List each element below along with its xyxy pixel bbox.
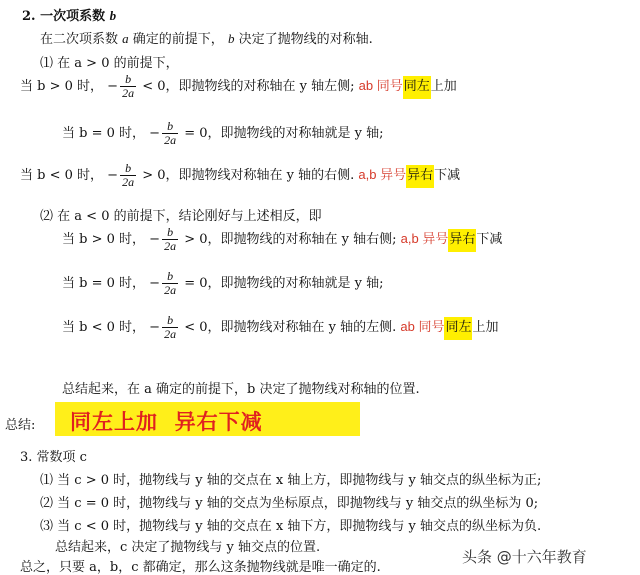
section3-item-1 [40, 469, 541, 488]
sign-tag: a,b 异号 [400, 231, 449, 246]
item-text: 当 c < 0 时，抛物线与 y 轴的交点在 x 轴下方，即抛物线与 y 轴交点的纵坐标为负. [57, 519, 542, 534]
minus-sign: − [107, 79, 119, 94]
section3-item-2 [40, 492, 538, 511]
intro-mid: 确定的前提下， [132, 32, 224, 47]
row-conclusion: ，即抛物线的对称轴在 y 轴右侧; [207, 232, 397, 247]
fraction-denominator: 2a [164, 283, 177, 297]
highlight-mnemonic: 异右 [448, 229, 476, 252]
item-label: ⑴ [40, 473, 54, 488]
intro-pre: 在二次项系数 [40, 32, 119, 47]
row-condition: 当 b < 0 时， [62, 320, 146, 335]
case1-row-3 [20, 162, 460, 189]
row-condition: 当 b = 0 时， [62, 126, 146, 141]
row-conclusion: ，即抛物线的对称轴在 y 轴左侧; [165, 79, 355, 94]
section3-item-3 [40, 515, 541, 534]
case1-row-2 [62, 120, 384, 147]
item-label: ⑵ [40, 496, 54, 511]
section2-intro [40, 28, 373, 47]
mnemonic-tail: 上加 [430, 79, 457, 94]
case1-heading [40, 52, 179, 71]
fraction-denominator: 2a [122, 175, 135, 189]
section2-heading-var: b [109, 8, 117, 23]
fraction-denominator: 2a [164, 327, 177, 341]
fraction-numerator: b [120, 73, 136, 87]
watermark: 头条 @十六年教育 [462, 548, 587, 566]
sign-tag: ab 同号 [400, 319, 445, 334]
section3-title: 3. 常数项 c [20, 450, 87, 465]
row-conclusion: ，即抛物线对称轴在 y 轴的左侧. [207, 320, 397, 335]
fraction-denominator: 2a [164, 239, 177, 253]
case2-row-1 [62, 226, 502, 253]
fraction-numerator: b [162, 314, 178, 328]
row-conclusion: ，即抛物线的对称轴就是 y 轴; [207, 126, 384, 141]
case2-label: ⑵ [40, 209, 54, 224]
item-label: ⑶ [40, 519, 54, 534]
minus-sign: − [149, 320, 161, 335]
intro-a: a [122, 31, 129, 46]
case2-heading [40, 205, 322, 224]
case1-text: 在 a > 0 的前提下， [57, 56, 179, 71]
highlight-mnemonic: 同左 [403, 76, 431, 99]
fraction [162, 314, 178, 341]
fraction-denominator: 2a [164, 133, 177, 147]
intro-post: 决定了抛物线的对称轴. [238, 32, 373, 47]
fraction-denominator: 2a [122, 86, 135, 100]
sign-tag: ab 同号 [358, 78, 403, 93]
fraction-numerator: b [120, 162, 136, 176]
item-text: 当 c = 0 时，抛物线与 y 轴的交点为坐标原点，即抛物线与 y 轴交点的纵坐标为 0; [57, 496, 539, 511]
relation: > 0 [184, 232, 208, 247]
relation: = 0 [184, 276, 208, 291]
mnemonic-tail: 下减 [434, 168, 461, 183]
relation: = 0 [184, 126, 208, 141]
sign-tag: a,b 异号 [358, 167, 407, 182]
row-condition: 当 b = 0 时， [62, 276, 146, 291]
mnemonic-tail: 下减 [476, 232, 503, 247]
minus-sign: − [149, 232, 161, 247]
case2-row-2 [62, 270, 384, 297]
fraction-numerator: b [162, 270, 178, 284]
minus-sign: − [107, 168, 119, 183]
row-condition: 当 b > 0 时， [62, 232, 146, 247]
relation: < 0 [142, 79, 166, 94]
section3-summary: 总结起来，c 决定了抛物线与 y 轴交点的位置. [55, 540, 321, 555]
row-condition: 当 b > 0 时， [20, 79, 104, 94]
row-conclusion: ，即抛物线的对称轴就是 y 轴; [207, 276, 384, 291]
fraction [162, 120, 178, 147]
case1-row-1 [20, 73, 457, 100]
section2-number: 2. [22, 9, 36, 24]
fraction-numerator: b [162, 226, 178, 240]
final-statement: 总之，只要 a，b，c 都确定，那么这条抛物线就是唯一确定的. [20, 560, 381, 575]
highlight-mnemonic: 同左 [444, 317, 472, 340]
row-conclusion: ，即抛物线对称轴在 y 轴的右侧. [165, 168, 355, 183]
case2-row-3 [62, 314, 499, 341]
fraction-numerator: b [162, 120, 178, 134]
summary-line: 总结起来，在 a 确定的前提下，b 决定了抛物线对称轴的位置. [62, 382, 420, 397]
row-condition: 当 b < 0 时， [20, 168, 104, 183]
fraction [162, 226, 178, 253]
intro-b: b [227, 31, 235, 46]
summary-label: 总结: [5, 418, 36, 433]
fraction [120, 162, 136, 189]
fraction [120, 73, 136, 100]
mnemonic-tail: 上加 [472, 320, 499, 335]
minus-sign: − [149, 126, 161, 141]
case1-label: ⑴ [40, 56, 54, 71]
minus-sign: − [149, 276, 161, 291]
section2-heading: 一次项系数 [40, 9, 106, 24]
highlight-mnemonic: 异右 [406, 165, 434, 188]
relation: > 0 [142, 168, 166, 183]
relation: < 0 [184, 320, 208, 335]
summary-mnemonic: 同左上加 异右下减 [70, 410, 263, 434]
item-text: 当 c > 0 时，抛物线与 y 轴的交点在 x 轴上方，即抛物线与 y 轴交点的纵坐标为正; [57, 473, 542, 488]
case2-text: 在 a < 0 的前提下，结论刚好与上述相反，即 [57, 209, 322, 224]
fraction [162, 270, 178, 297]
section2-title [22, 5, 116, 24]
